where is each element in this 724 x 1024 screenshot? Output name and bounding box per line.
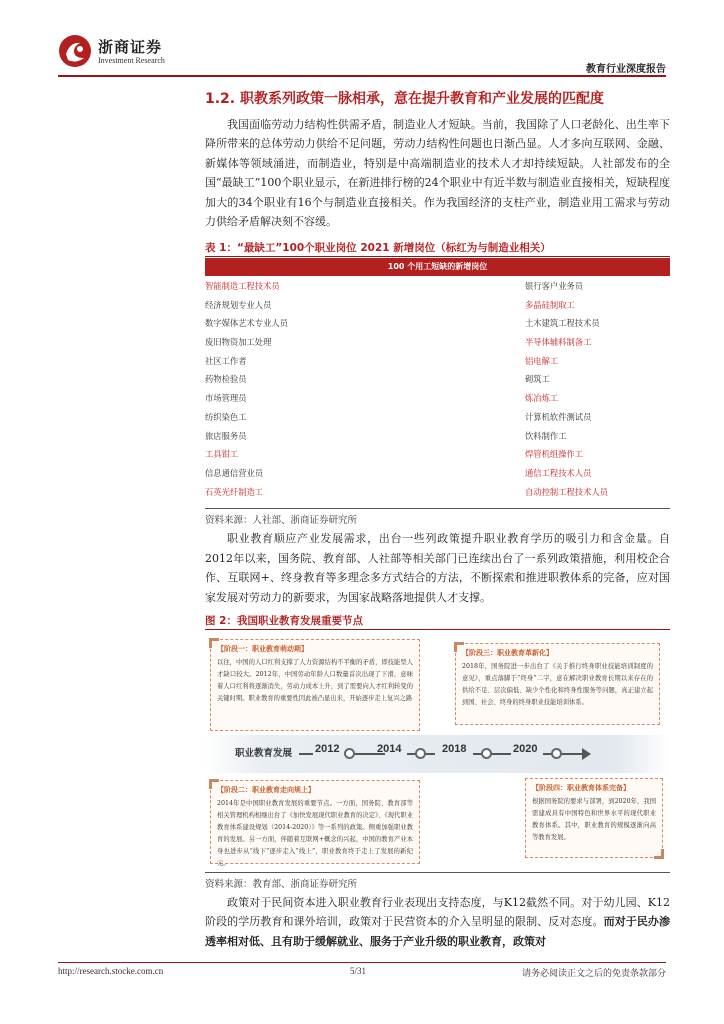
timeline-year: 2012: [315, 743, 340, 755]
timeline-segment: [299, 753, 313, 755]
phase-text: 2018年，国务院进一步出台了《关于推行终身职业技能培训制度的意见》，重点落脚于“终身”二字，意在解决职业教育长期以来存在的供给不足、层次偏低、缺少个性化和终身性服务等问题，真正建立起到国、社会、终身的终身职业技能培训体系。: [462, 663, 653, 706]
footer-disclaimer: 请务必阅读正文之后的免责条款部分: [521, 969, 666, 979]
figure-bottom-rule: [205, 872, 670, 873]
table-cell-left: 工具钳工: [205, 449, 239, 460]
section-title: 1.2. 职教系列政策一脉相承，意在提升教育和产业发展的匹配度: [205, 91, 604, 107]
table-body: [205, 277, 670, 501]
table-row: [205, 408, 670, 427]
table-cell-left: 经济规划专业人员: [205, 299, 272, 310]
table-row: [205, 277, 670, 296]
table-cell-right: 通信工程技术人员: [525, 467, 592, 478]
table-row: [205, 389, 670, 408]
paragraph-text: 政策对于民间资本进入职业教育行业表现出支持态度，与K12截然不同。对于幼儿园、K12阶段的学历教育和课外培训，政策对于民营资本的介入呈明显的限制、反对态度。: [205, 896, 670, 929]
timeline-node: [551, 748, 562, 759]
table-cell-left: 信息通信营业员: [205, 467, 264, 478]
table-cell-left: 石英光纤制造工: [205, 486, 264, 497]
table-cell-right: 多晶硅制取工: [525, 299, 575, 310]
table-cell-left: 旅店服务员: [205, 430, 247, 441]
phase-text: 根据国务院的要求与部署，到2020年，我国需建成具有中国特色和世界水平的现代职业教育体系。其中，职业教育的规模逐渐向高等教育发展。: [532, 798, 656, 841]
table-row: [205, 427, 670, 446]
timeline-year: 2014: [377, 743, 402, 755]
paragraph-labor-shortage: 我国面临劳动力结构性供需矛盾，制造业人才短缺。当前，我国除了人口老龄化、出生率下降所带来的总体劳动力供给不足问题，劳动力结构性问题也日渐凸显。人才多向互联网、金融、新媒体等领域涌进，而制造业，特别是中高端制造业的技术人才却持续短缺。人社部发布的全国“最缺工”100个职业显示，在新进排行榜的24个职业中有近半数与制造业直接相关，短缺程度加大的34个职业有16个与制造业直接相关。作为我国经济的支柱产业，制造业用工需求与劳动力供给矛盾解决刻不容缓。: [205, 118, 670, 229]
phase-title: 【阶段一：职业教育萌动期】: [217, 645, 308, 653]
table-caption: 表 1：“最缺工”100个职业岗位 2021 新增岗位（标红为与制造业相关）: [205, 242, 551, 254]
timeline-year: 2020: [513, 743, 538, 755]
table-cell-right: 自动控制工程技术人员: [525, 486, 608, 497]
paragraph-policy-series: 职业教育顺应产业发展需求，出台一些列政策提升职业教育学历的吸引力和含金量。自2012年以来，国务院、教育部、人社部等相关部门已连续出台了一系列政策措施，利用校企合作、互联网+、终身教育等多理念多方式结合的方法，不断探索和推进职教体系的完备，应对国家发展对劳动力的新要求，为国家战略落地提供人才支撑。: [205, 532, 670, 604]
table-cell-left: 智能制造工程技术员: [205, 281, 280, 291]
corner-mark: [654, 849, 664, 859]
table-cell-right: 铝电解工: [525, 355, 559, 366]
table-cell-left: 纺织染色工: [205, 411, 247, 422]
phase-card-2: [210, 780, 420, 867]
table-cell-left: 数字媒体艺术专业人员: [205, 318, 288, 329]
footer-url-link[interactable]: http://research.stocke.com.cn: [58, 966, 164, 976]
table-cell-right: 焊管机组操作工: [525, 449, 584, 460]
table-row: [205, 352, 670, 371]
report-type: 教育行业深度报告: [586, 64, 666, 75]
logo-mark-icon: [58, 34, 92, 68]
paragraph-private-capital: [205, 893, 670, 951]
phase-card-3: [455, 643, 660, 725]
page-number: 5/31: [350, 966, 367, 976]
caption-divider: [205, 256, 670, 257]
table-cell-right: 土木建筑工程技术员: [525, 318, 600, 329]
phase-text: 2014年是中国职业教育发展的重要节点。一方面，国务院、教育部等相关管理机构相继出台了《加快发展现代职业教育的决定》、《现代职业教育体系建设规划（2014-2020）》等一系列的政策。侧重加强职业教育的发展。另一方面，伴随着互联网+概念的兴起，中国的教育产业本身也进步从“线下”逐步走入“线上”，职业教育终于走上了发展的新纪元。: [217, 800, 413, 867]
corner-mark: [209, 638, 219, 648]
paragraph-bold-text: 而对于民办渗透率相对低、且有助于缓解就业、服务于产业升级的职业教育，政策对: [205, 915, 671, 948]
phase-title: 【阶段三：职业教育革新化】: [462, 649, 553, 657]
table-cell-right: 饮料制作工: [525, 430, 567, 441]
timeline-node: [481, 748, 492, 759]
table-row: [205, 483, 670, 502]
table-row: [205, 296, 670, 315]
timeline-segment: [543, 753, 583, 755]
phase-title: 【阶段二：职业教育走向规上】: [217, 786, 315, 794]
table-row: [205, 464, 670, 483]
table-row: [205, 370, 670, 389]
table-cell-right: 半导体辅料制备工: [525, 337, 592, 348]
caption-divider: [205, 629, 670, 630]
phase-card-1: [210, 639, 420, 731]
table-row: [205, 333, 670, 352]
figure-source: 资料来源：教育部、浙商证券研究所: [205, 879, 358, 890]
phase-title: 【阶段四：职业教育体系完备】: [532, 784, 630, 792]
corner-mark: [209, 779, 219, 789]
timeline-segment: [473, 753, 511, 755]
footer-divider: [58, 962, 666, 963]
timeline-label: 职业教育发展: [235, 748, 293, 759]
phase-text: 以往，中国的人口红利支撑了人力资源结构不平衡的矛盾，即技能型人才缺口较大。2012年，中国劳动年龄人口数量首次出现了下滑，意味着人口红利将逐渐消失，劳动力成本上升，到了需要向人才红利转变的关键时期。职业教育的重要性因此被凸显出来，开始逐步走上复兴之路: [217, 659, 413, 702]
table-cell-right: 计算机软件测试员: [525, 411, 592, 422]
figure-caption: 图 2：我国职业教育发展重要节点: [205, 615, 363, 627]
table-cell-left: 药物检验员: [205, 374, 247, 385]
table-header: 100 个用工短缺的新增岗位: [205, 258, 670, 276]
phase-card-4: [525, 778, 663, 858]
table-cell-left: 社区工作者: [205, 355, 247, 366]
table-cell-right: 砌筑工: [525, 374, 550, 385]
table-cell-left: 废旧物资加工处理: [205, 337, 272, 348]
timeline-arrow-icon: [582, 748, 591, 760]
company-logo: [58, 34, 198, 70]
timeline-node: [344, 748, 355, 759]
header-divider: [58, 75, 666, 77]
table-bottom-rule: [205, 508, 670, 509]
table-cell-right: 炼冶炼工: [525, 393, 559, 404]
table-cell-left: 市场管理员: [205, 393, 247, 404]
logo-text-cn: 浙商证券: [98, 38, 163, 56]
table-source: 资料来源：人社部、浙商证券研究所: [205, 515, 358, 526]
timeline-node: [415, 748, 426, 759]
table-cell-right: 银行客户业务员: [525, 281, 584, 291]
corner-mark: [454, 642, 464, 652]
timeline-figure: [205, 633, 670, 871]
table-row: [205, 314, 670, 333]
logo-text-en: Investment Research: [98, 56, 165, 65]
timeline-year: 2018: [442, 743, 467, 755]
table-row: [205, 445, 670, 464]
